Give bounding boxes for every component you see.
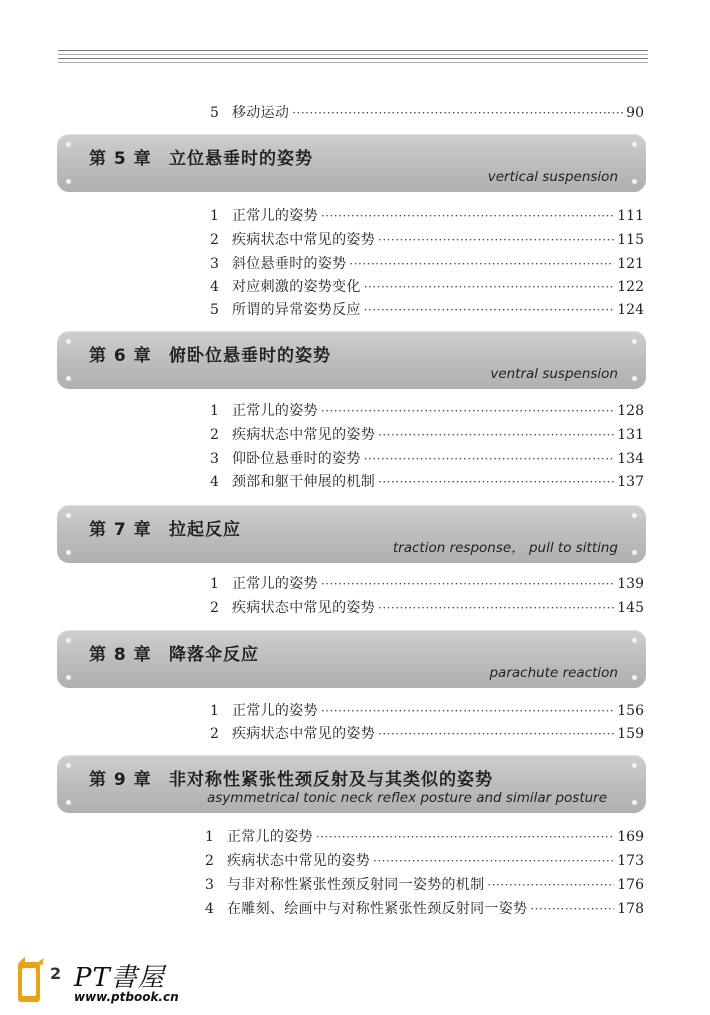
dot-leader: [316, 827, 614, 847]
entry-title: 在雕刻、绘画中与对称性紧张性颈反射同一姿势: [227, 901, 528, 917]
entry-title: 正常儿的姿势: [232, 703, 318, 719]
dot-leader: [349, 254, 614, 274]
entry-number: 4: [205, 901, 214, 917]
entry-page: 173: [617, 853, 644, 869]
dot-leader: [378, 230, 614, 250]
entry-title: 疾病状态中常见的姿势: [232, 427, 375, 443]
entry-number: 1: [210, 403, 219, 419]
dot-leader: [364, 300, 615, 320]
entry-number: 3: [210, 256, 219, 272]
entry-page: 159: [617, 726, 644, 742]
entry-number: 2: [210, 232, 219, 248]
toc-entry[interactable]: [205, 851, 644, 871]
entry-title: 疾病状态中常见的姿势: [227, 853, 370, 869]
entry-page: 128: [617, 403, 644, 419]
entry-page: 131: [617, 427, 644, 443]
entry-number: 2: [210, 600, 219, 616]
entry-title: 与非对称性紧张性颈反射同一姿势的机制: [227, 877, 485, 893]
toc-entry[interactable]: [210, 206, 644, 226]
toc-entry[interactable]: [205, 899, 644, 919]
entry-page: 139: [617, 576, 644, 592]
entry-page: 137: [617, 474, 644, 490]
dot-leader: [378, 724, 614, 744]
entry-title: 斜位悬垂时的姿势: [232, 256, 347, 272]
chapter-label: 第 6 章: [89, 346, 152, 366]
dot-leader: [321, 401, 614, 421]
chapter-label: 第 7 章: [89, 520, 152, 540]
entry-page: 169: [617, 829, 644, 845]
dot-leader: [321, 574, 614, 594]
entry-number: 1: [205, 829, 214, 845]
dot-leader: [364, 277, 615, 297]
entry-page: 176: [617, 877, 644, 893]
entry-page: 124: [617, 302, 644, 318]
entry-number: 1: [210, 703, 219, 719]
dot-leader: [530, 899, 614, 919]
entry-number: 5: [210, 105, 219, 121]
toc-entry[interactable]: [210, 300, 644, 320]
entry-number: 1: [210, 208, 219, 224]
entry-title: 移动运动: [232, 105, 290, 121]
dot-leader: [292, 103, 623, 123]
entry-number: 4: [210, 474, 219, 490]
entry-page: 122: [617, 279, 644, 295]
entry-page: 156: [617, 703, 644, 719]
chapter-title: 非对称性紧张性颈反射及与其类似的姿势: [169, 770, 493, 790]
entry-number: 2: [210, 427, 219, 443]
entry-page: 115: [617, 232, 644, 248]
entry-number: 3: [205, 877, 214, 893]
entry-title: 正常儿的姿势: [232, 403, 318, 419]
dot-leader: [321, 206, 614, 226]
chapter-title: 立位悬垂时的姿势: [169, 149, 313, 169]
entry-number: 3: [210, 451, 219, 467]
toc-entry[interactable]: [210, 574, 644, 594]
page-number: 2: [50, 964, 62, 983]
toc-entry[interactable]: [210, 230, 644, 250]
entry-page: 90: [626, 105, 644, 121]
toc-entry[interactable]: [210, 449, 644, 469]
entry-title: 颈部和躯干伸展的机制: [232, 474, 375, 490]
entry-title: 疾病状态中常见的姿势: [232, 232, 375, 248]
entry-title: 疾病状态中常见的姿势: [232, 726, 375, 742]
chapter-5-banner[interactable]: [57, 134, 646, 192]
entry-number: 1: [210, 576, 219, 592]
toc-entry[interactable]: [205, 827, 644, 847]
chapter-english-title: vertical suspension: [487, 169, 618, 185]
dot-leader: [378, 598, 614, 618]
entry-number: 4: [210, 279, 219, 295]
entry-number: 2: [210, 726, 219, 742]
entry-title: 正常儿的姿势: [232, 576, 318, 592]
entry-title: 正常儿的姿势: [232, 208, 318, 224]
chapter-english-title: parachute reaction: [489, 665, 618, 681]
chapter-english-title: traction response， pull to sitting: [392, 540, 618, 556]
entry-title: 正常儿的姿势: [227, 829, 313, 845]
dot-leader: [373, 851, 614, 871]
toc-entry[interactable]: [210, 724, 644, 744]
entry-title: 对应刺激的姿势变化: [232, 279, 361, 295]
dot-leader: [378, 472, 614, 492]
entry-page: 145: [617, 600, 644, 616]
entry-page: 178: [617, 901, 644, 917]
chapter-english-title: ventral suspension: [490, 366, 618, 382]
site-brand[interactable]: PT書屋: [74, 963, 165, 993]
toc-entry[interactable]: [210, 401, 644, 421]
chapter-9-banner[interactable]: [57, 755, 646, 813]
toc-entry[interactable]: [210, 472, 644, 492]
chapter-title: 俯卧位悬垂时的姿势: [169, 346, 331, 366]
toc-entry[interactable]: [210, 103, 644, 123]
chapter-label: 第 5 章: [89, 149, 152, 169]
chapter-title: 拉起反应: [169, 520, 241, 540]
toc-entry[interactable]: [210, 598, 644, 618]
entry-page: 121: [617, 256, 644, 272]
site-url[interactable]: www.ptbook.cn: [74, 990, 179, 1004]
dot-leader: [364, 449, 615, 469]
header-rules: [58, 50, 648, 70]
toc-entry[interactable]: [210, 277, 644, 297]
chapter-7-banner[interactable]: [57, 505, 646, 563]
entry-title: 所谓的异常姿势反应: [232, 302, 361, 318]
entry-number: 2: [205, 853, 214, 869]
dot-leader: [487, 875, 614, 895]
toc-entry[interactable]: [210, 701, 644, 721]
entry-page: 134: [617, 451, 644, 467]
dot-leader: [378, 425, 614, 445]
entry-number: 5: [210, 302, 219, 318]
dot-leader: [321, 701, 614, 721]
entry-page: 111: [617, 208, 644, 224]
entry-title: 疾病状态中常见的姿势: [232, 600, 375, 616]
chapter-title: 降落伞反应: [169, 645, 259, 665]
toc-entry[interactable]: [205, 875, 644, 895]
toc-entry[interactable]: [210, 254, 644, 274]
chapter-label: 第 9 章: [89, 770, 152, 790]
chapter-8-banner[interactable]: [57, 630, 646, 688]
chapter-label: 第 8 章: [89, 645, 152, 665]
chapter-english-title: asymmetrical tonic neck reflex posture and similar posture: [207, 790, 608, 806]
toc-entry[interactable]: [210, 425, 644, 445]
chapter-6-banner[interactable]: [57, 331, 646, 389]
entry-title: 仰卧位悬垂时的姿势: [232, 451, 361, 467]
